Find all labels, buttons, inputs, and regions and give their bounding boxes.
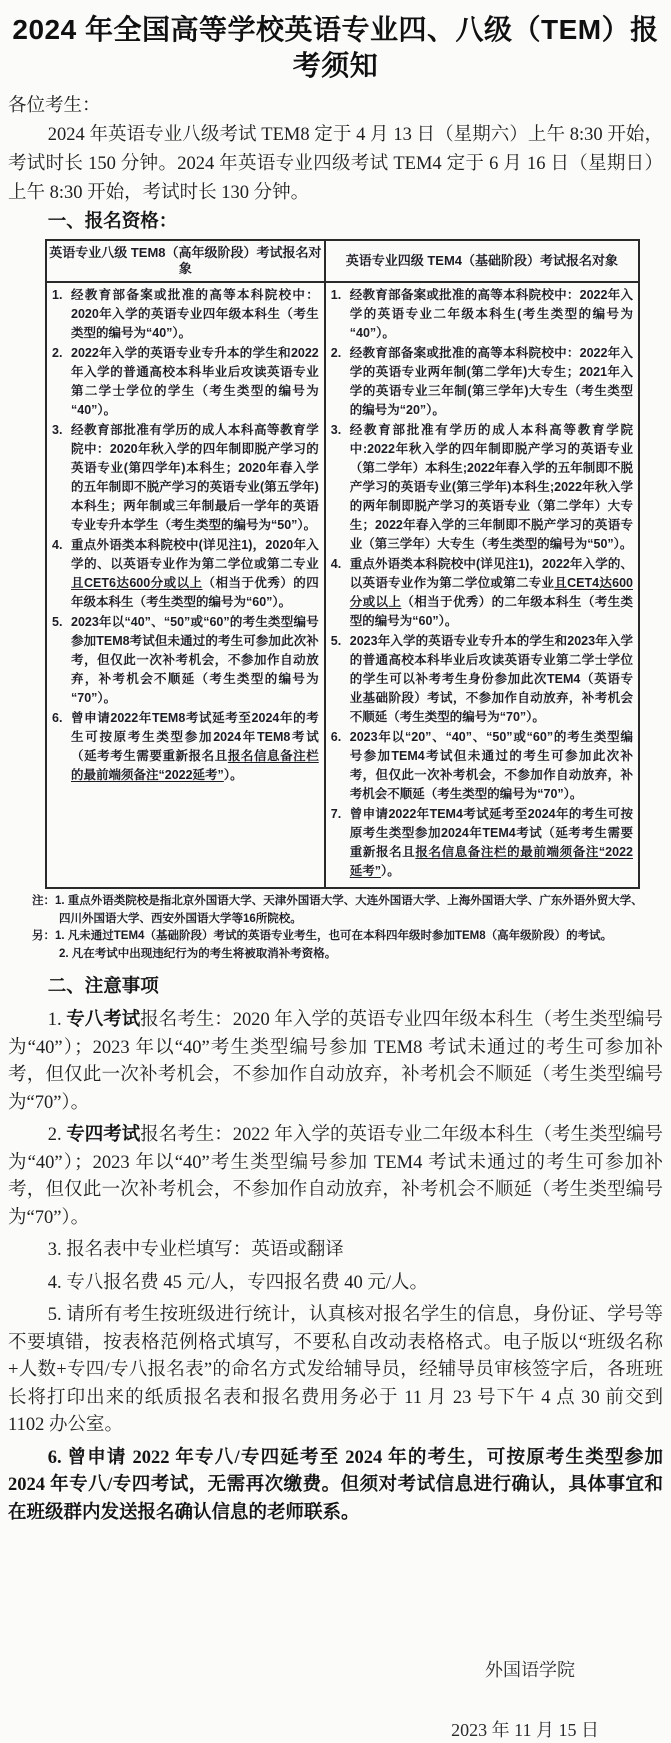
item-number: 1. bbox=[52, 288, 63, 302]
text-segment: 2023年入学的英语专业专升本的学生和2023年入学的普通高校本科毕业后攻读英语专业第二学士学位的学生可以补考考生身份参加此次TEM4（英语专业基础阶段）考试，不参加作自动放弃，补考机会不顺延（考生类型的编号为“70”）。 bbox=[349, 634, 633, 724]
footnote-line: 另：1. 凡未通过TEM4（基础阶段）考试的英语专业考生，也可在本科四年级时参加TEM8（高年级阶段）的考试。 bbox=[32, 930, 613, 942]
section-1-heading: 一、报名资格： bbox=[47, 212, 178, 232]
table-footnotes bbox=[32, 893, 663, 963]
text-segment: 重点外语类本科院校中(详见注1)，2022年入学的、以英语专业作为第二学位或第二专业 bbox=[349, 557, 633, 590]
notice-item bbox=[8, 1270, 663, 1298]
tem8-eligibility-item bbox=[49, 613, 319, 708]
eligibility-table-body-row bbox=[46, 282, 639, 888]
item-number: 6. bbox=[330, 730, 342, 744]
notice-item bbox=[8, 1122, 663, 1232]
tem8-eligibility-item bbox=[49, 709, 319, 785]
text-segment: 重点外语类本科院校中(详见注1)，2020年入学的、以英语专业作为第二学位或第二专业 bbox=[71, 538, 319, 571]
item-text bbox=[71, 709, 319, 785]
item-number: 5. bbox=[330, 634, 342, 648]
tem4-eligibility-item bbox=[328, 805, 633, 881]
section-2-heading: 二、注意事项 bbox=[47, 977, 159, 997]
notice-item bbox=[8, 1445, 663, 1528]
text-segment: 曾申请2022年TEM4考试延考至2024年的考生可按原考生类型参加2024年TEM4考试（延考考生需要重新报名且 bbox=[349, 807, 633, 859]
item-text bbox=[350, 555, 633, 631]
item-text bbox=[71, 286, 319, 343]
tem8-eligibility-list bbox=[49, 286, 319, 785]
item-number: 6. bbox=[52, 711, 63, 725]
text-segment: （相当于优秀）的二年级本科生（考生类型的编号为“60”）。 bbox=[349, 595, 633, 628]
item-text bbox=[71, 613, 319, 708]
tem4-eligibility-item bbox=[328, 555, 633, 631]
signature-org: 外国语学院 bbox=[485, 1660, 575, 1680]
item-number: 2. bbox=[330, 346, 342, 360]
text-segment: 1. bbox=[47, 1010, 67, 1030]
footnote-line: 注：1. 重点外语类院校是指北京外国语大学、天津外国语大学、大连外国语大学、上海外国语大学、广东外语外贸大学、 bbox=[32, 895, 643, 907]
text-segment: 经教育部备案或批准的高等本科院校中：2022年入学的英语专业两年制(第二学年)大专生；2021年入学的英语专业三年制(第三学年)大专生（考生类型的编号为“20”）。 bbox=[349, 346, 633, 417]
text-segment: 5. 请所有考生按班级进行统计，认真核对报名学生的信息，身份证、学号等不要填错，按表格范例格式填写，不要私自改动表格格式。电子版以“班级名称+人数+专四/专八报名表”的命名方式发给辅导员，经辅导员审核签字后，各班班长将打印出来的纸质报名表和报名费用务必于 11 月 23 号下午 4 点 30 前交到 1102 办公室。 bbox=[8, 1305, 663, 1435]
text-segment: （相当于优秀）的四年级本科生（考生类型的编号为“60”）。 bbox=[71, 576, 319, 609]
tem8-eligibility-item bbox=[49, 536, 319, 612]
notices-list bbox=[8, 1007, 663, 1527]
eligibility-table bbox=[45, 239, 640, 889]
text-segment: ）。 bbox=[223, 768, 243, 782]
text-segment: 2023年以“20”、“40”、“50”或“60”的考生类型编号参加TEM4考试但未通过的考生可参加此次补考，但仅此一次补考机会，不参加作自动放弃，补考机会不顺延（考生类型的编号为“70”）。 bbox=[349, 730, 633, 801]
text-segment: 6. 曾申请 2022 年专八/专四延考至 2024 年的考生，可按原考生类型参加 2024 年专八/专四考试，无需再次缴费。但须对考试信息进行确认，具体事宜和在班级群内发送报名确认信息的老师联系。 bbox=[8, 1447, 663, 1523]
item-number: 3. bbox=[330, 423, 342, 437]
text-segment: 2. bbox=[47, 1125, 67, 1145]
eligibility-table-header-row bbox=[46, 240, 639, 282]
item-text bbox=[71, 536, 319, 612]
text-segment: 专八考试 bbox=[66, 1010, 141, 1030]
tem8-eligibility-item bbox=[49, 344, 319, 420]
item-number: 7. bbox=[330, 807, 342, 821]
item-text bbox=[71, 421, 319, 535]
notice-item bbox=[8, 1007, 663, 1117]
text-segment: 报名信息备注栏的最前端须备注“2022延考” bbox=[71, 749, 319, 782]
item-number: 4. bbox=[330, 557, 342, 571]
tem8-eligibility-item bbox=[49, 421, 319, 535]
tem4-eligibility-list bbox=[328, 286, 633, 881]
item-text bbox=[350, 632, 633, 727]
item-text bbox=[350, 805, 633, 881]
text-segment: ）。 bbox=[381, 864, 400, 878]
tem8-eligibility-item bbox=[49, 286, 319, 343]
footnote-line: 2. 凡在考试中出现违纪行为的考生将被取消补考资格。 bbox=[59, 947, 337, 960]
tem4-eligibility-cell bbox=[325, 282, 639, 888]
text-segment: 经教育部备案或批准的高等本科院校中：2022年入学的英语专业二年级本科生(考生类型的编号为“40”）。 bbox=[349, 288, 633, 340]
item-number: 2. bbox=[52, 346, 63, 360]
text-segment: 且CET6达600分或以上 bbox=[71, 576, 203, 590]
item-text bbox=[71, 344, 319, 420]
text-segment: 曾申请2022年TEM8考试延考至2024年的考生可按原考生类型参加2024年TEM8考试（延考考生需要重新报名且 bbox=[71, 711, 319, 763]
salutation-line: 各位考生： bbox=[8, 96, 101, 116]
text-segment: 且CET4达600分或以上 bbox=[349, 576, 633, 609]
notice-item bbox=[8, 1302, 663, 1440]
tem4-eligibility-item bbox=[328, 632, 633, 727]
signature-block bbox=[8, 1657, 663, 1743]
item-text bbox=[350, 344, 633, 420]
text-segment: 2022年入学的英语专业专升本的学生和2022年入学的普通高校本科毕业后攻读英语专业第二学士学位的学生（考生类型的编号为“40”）。 bbox=[71, 346, 319, 417]
tem4-eligibility-item bbox=[328, 344, 633, 420]
intro-paragraph: 2024 年英语专业八级考试 TEM8 定于 4 月 13 日（星期六）上午 8:30 开始，考试时长 150 分钟。2024 年英语专业四级考试 TEM4 定于 6 月 16 日（星期日）上午 8:30 开始，考试时长 130 分钟。 bbox=[8, 125, 663, 203]
tem8-column-header: 英语专业八级 TEM8（高年级阶段）考试报名对象 bbox=[46, 240, 325, 282]
text-segment: 4. 专八报名费 45 元/人，专四报名费 40 元/人。 bbox=[47, 1272, 429, 1293]
text-segment: 2023年以“40”、“50”或“60”的考生类型编号参加TEM8考试但未通过的考生可参加此次补考，但仅此一次补考机会，不参加作自动放弃，补考机会不顺延（考生类型的编号为“70”）。 bbox=[71, 615, 319, 705]
text-segment: 专四考试 bbox=[66, 1125, 141, 1145]
page-title: 2024 年全国高等学校英语专业四、八级（TEM）报考须知 bbox=[12, 14, 659, 81]
text-segment: 报名考生：2020 年入学的英语专业四年级本科生（考生类型编号为“40”）；2023 年以“40”考生类型编号参加 TEM8 考试未通过的考生可参加补考，但仅此一次补考机会，不参加作自动放弃，补考机会不顺延（考生类型编号为“70”）。 bbox=[8, 1010, 663, 1113]
tem4-eligibility-item bbox=[328, 728, 633, 804]
footnote-line: 四川外国语大学、西安外国语大学等16所院校。 bbox=[59, 912, 302, 925]
tem4-eligibility-item bbox=[328, 286, 633, 343]
text-segment: 报名信息备注栏的最前端须备注“2022延考” bbox=[349, 845, 633, 878]
text-segment: 3. 报名表中专业栏填写：英语或翻译 bbox=[47, 1240, 344, 1260]
item-number: 1. bbox=[330, 288, 342, 302]
text-segment: 经教育部备案或批准的高等本科院校中：2020年入学的英语专业四年级本科生（考生类型的编号为“40”）。 bbox=[71, 288, 319, 340]
text-segment: 报名考生：2022 年入学的英语专业二年级本科生（考生类型编号为“40”）；2023 年以“40”考生类型编号参加 TEM4 考试未通过的考生可参加补考，但仅此一次补考机会，不参加作自动放弃，补考机会不顺延（考生类型编号为“70”）。 bbox=[8, 1125, 663, 1228]
text-segment: 经教育部批准有学历的成人本科高等教育学院中:2022年秋入学的四年制即脱产学习的英语专业（第二学年）本科生;2022年春入学的五年制即不脱产学习的英语专业(第三学年)本科生;2022年秋入学的两年制即脱产学习的英语专业（第二学年）大专生；2022年春入学的三年制即不脱产学习的英语专业（第三学年）大专生（考生类型的编号为“50”）。 bbox=[349, 423, 633, 551]
notice-item bbox=[8, 1237, 663, 1265]
item-number: 4. bbox=[52, 538, 63, 552]
text-segment: 经教育部批准有学历的成人本科高等教育学院中：2020年秋入学的四年制即脱产学习的英语专业(第四学年)本科生；2020年春入学的五年制即不脱产学习的英语专业(第五学年)本科生；两年制或三年制最后一学年的英语专业专升本学生（考生类型的编号为“50”）。 bbox=[71, 423, 319, 532]
tem8-eligibility-cell bbox=[46, 282, 325, 888]
item-number: 5. bbox=[52, 615, 63, 629]
signature-date: 2023 年 11 月 15 日 bbox=[451, 1720, 599, 1740]
tem4-eligibility-item bbox=[328, 421, 633, 554]
item-text bbox=[350, 728, 633, 804]
item-text bbox=[350, 421, 633, 554]
item-number: 3. bbox=[52, 423, 63, 437]
item-text bbox=[350, 286, 633, 343]
tem4-column-header: 英语专业四级 TEM4（基础阶段）考试报名对象 bbox=[325, 240, 639, 282]
